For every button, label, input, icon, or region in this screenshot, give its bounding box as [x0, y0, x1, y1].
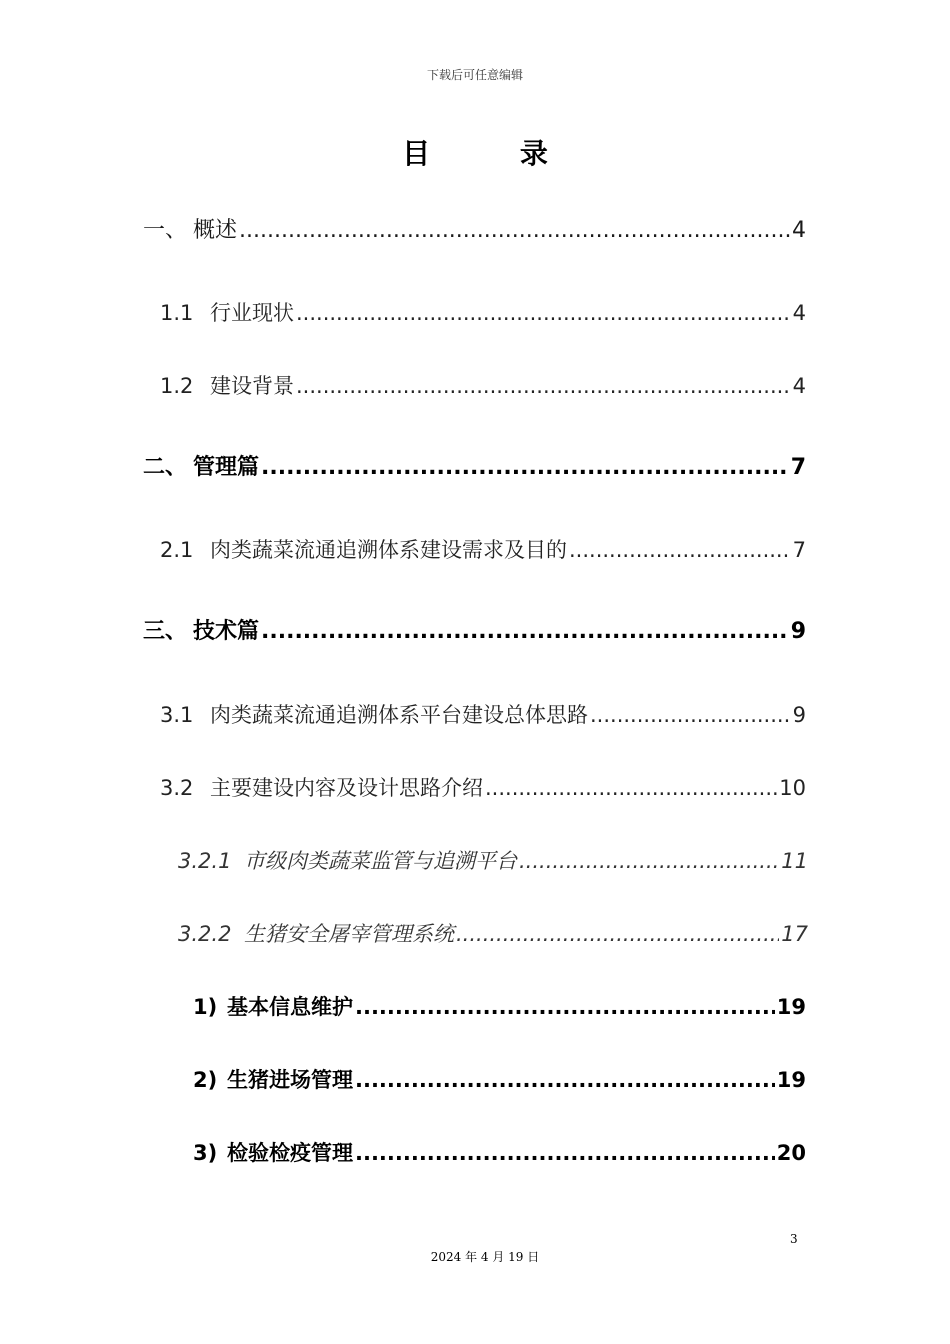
toc-entry-number: 二、 — [143, 455, 188, 480]
toc-entry-slaughter-system[interactable] — [178, 917, 808, 951]
toc-leader-dots — [355, 990, 775, 1024]
toc-entry-management[interactable] — [143, 451, 806, 485]
toc-entry-text: 生猪安全屠宰管理系统 — [244, 922, 454, 946]
toc-entry-number: 3.2 — [160, 776, 194, 800]
toc-entry-text: 概述 — [193, 218, 238, 243]
toc-entry-page: 4 — [792, 218, 806, 243]
toc-entry-platform-approach[interactable] — [160, 698, 806, 732]
toc-entry-text: 技术篇 — [193, 619, 260, 644]
toc-entry-text: 行业现状 — [210, 301, 294, 325]
toc-entry-page: 10 — [779, 776, 806, 800]
toc-leader-dots — [485, 771, 777, 805]
toc-entry-page: 11 — [781, 849, 808, 873]
toc-entry-number: 1.2 — [160, 374, 194, 398]
toc-entry-number: 2) — [193, 1068, 218, 1092]
toc-entry-number: 3.2.1 — [178, 849, 232, 873]
toc-entry-background[interactable] — [160, 369, 806, 403]
toc-entry-number: 1.1 — [160, 301, 194, 325]
toc-entry-text: 检验检疫管理 — [227, 1141, 353, 1165]
toc-entry-text: 肉类蔬菜流通追溯体系平台建设总体思路 — [210, 703, 588, 727]
toc-entry-page: 19 — [776, 1068, 806, 1092]
toc-entry-page: 9 — [790, 619, 806, 644]
toc-entry-text: 生猪进场管理 — [227, 1068, 353, 1092]
toc-leader-dots — [569, 533, 791, 567]
toc-entry-page: 4 — [792, 374, 806, 398]
toc-leader-dots — [296, 296, 791, 330]
footer-date: 2024 年 4 月 19 日 — [430, 1250, 540, 1264]
toc-entry-page: 7 — [792, 538, 806, 562]
toc-entry-overview[interactable] — [143, 214, 806, 248]
toc-entry-industry-status[interactable] — [160, 296, 806, 330]
toc-entry-page: 7 — [790, 455, 806, 480]
toc-entry-text: 管理篇 — [193, 455, 260, 480]
toc-leader-dots — [590, 698, 791, 732]
toc-entry-number: 3) — [193, 1141, 218, 1165]
toc-entry-basic-info[interactable] — [193, 990, 806, 1024]
toc-entry-number: 三、 — [143, 619, 188, 644]
toc-entry-pig-intake[interactable] — [193, 1063, 806, 1097]
page-header: 下载后可任意编辑 — [426, 68, 523, 82]
toc-leader-dots — [355, 1136, 775, 1170]
toc-entry-text: 市级肉类蔬菜监管与追溯平台 — [244, 849, 517, 873]
toc-entry-inspection[interactable] — [193, 1136, 806, 1170]
toc-entry-technical[interactable] — [143, 615, 806, 649]
page-number: 3 — [790, 1232, 798, 1246]
toc-entry-number: 2.1 — [160, 538, 194, 562]
toc-entry-number: 3.1 — [160, 703, 194, 727]
toc-entry-number: 一、 — [143, 218, 188, 243]
toc-entry-text: 主要建设内容及设计思路介绍 — [210, 776, 483, 800]
toc-entry-text: 肉类蔬菜流通追溯体系建设需求及目的 — [210, 538, 567, 562]
toc-leader-dots — [261, 615, 789, 649]
toc-entry-page: 19 — [776, 995, 806, 1019]
toc-entry-page: 9 — [792, 703, 806, 727]
toc-entry-page: 20 — [776, 1141, 806, 1165]
toc-leader-dots — [519, 844, 779, 878]
toc-entry-page: 17 — [781, 922, 808, 946]
toc-leader-dots — [456, 917, 779, 951]
toc-leader-dots — [355, 1063, 775, 1097]
toc-entry-text: 建设背景 — [210, 374, 294, 398]
toc-leader-dots — [261, 451, 789, 485]
toc-entry-number: 3.2.2 — [178, 922, 232, 946]
toc-entry-requirements[interactable] — [160, 533, 806, 567]
toc-entry-page: 4 — [792, 301, 806, 325]
toc-title: 目 录 — [402, 137, 588, 170]
toc-entry-city-platform[interactable] — [178, 844, 808, 878]
toc-entry-main-content[interactable] — [160, 771, 806, 805]
toc-leader-dots — [239, 214, 790, 248]
toc-leader-dots — [296, 369, 791, 403]
toc-entry-text: 基本信息维护 — [227, 995, 353, 1019]
toc-entry-number: 1) — [193, 995, 218, 1019]
